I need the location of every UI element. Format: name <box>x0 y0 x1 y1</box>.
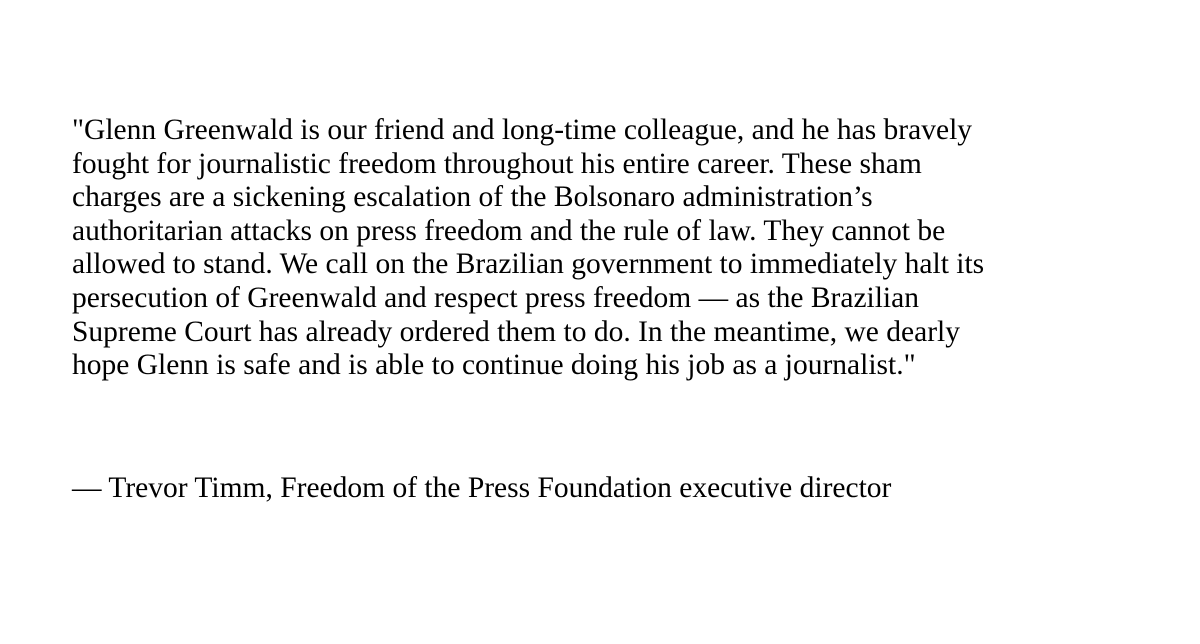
quote-line: hope Glenn is safe and is able to continue doing his job as a journalist." <box>72 349 916 382</box>
quote-line: authoritarian attacks on press freedom and the rule of law. They cannot be <box>72 214 946 247</box>
quote-attribution: — Trevor Timm, Freedom of the Press Foundation executive director <box>72 472 892 504</box>
quote-line: "Glenn Greenwald is our friend and long-time colleague, and he has bravely <box>72 114 973 146</box>
quote-line: fought for journalistic freedom throughout his entire career. These sham <box>72 147 922 180</box>
quote-text <box>72 114 1152 383</box>
quote-line: persecution of Greenwald and respect press freedom — as the Brazilian <box>72 281 919 314</box>
quote-line: charges are a sickening escalation of the Bolsonaro administration’s <box>72 181 873 214</box>
quote-line: Supreme Court has already ordered them to do. In the meantime, we dearly <box>72 315 960 348</box>
quote-line: allowed to stand. We call on the Brazilian government to immediately halt its <box>72 248 985 281</box>
